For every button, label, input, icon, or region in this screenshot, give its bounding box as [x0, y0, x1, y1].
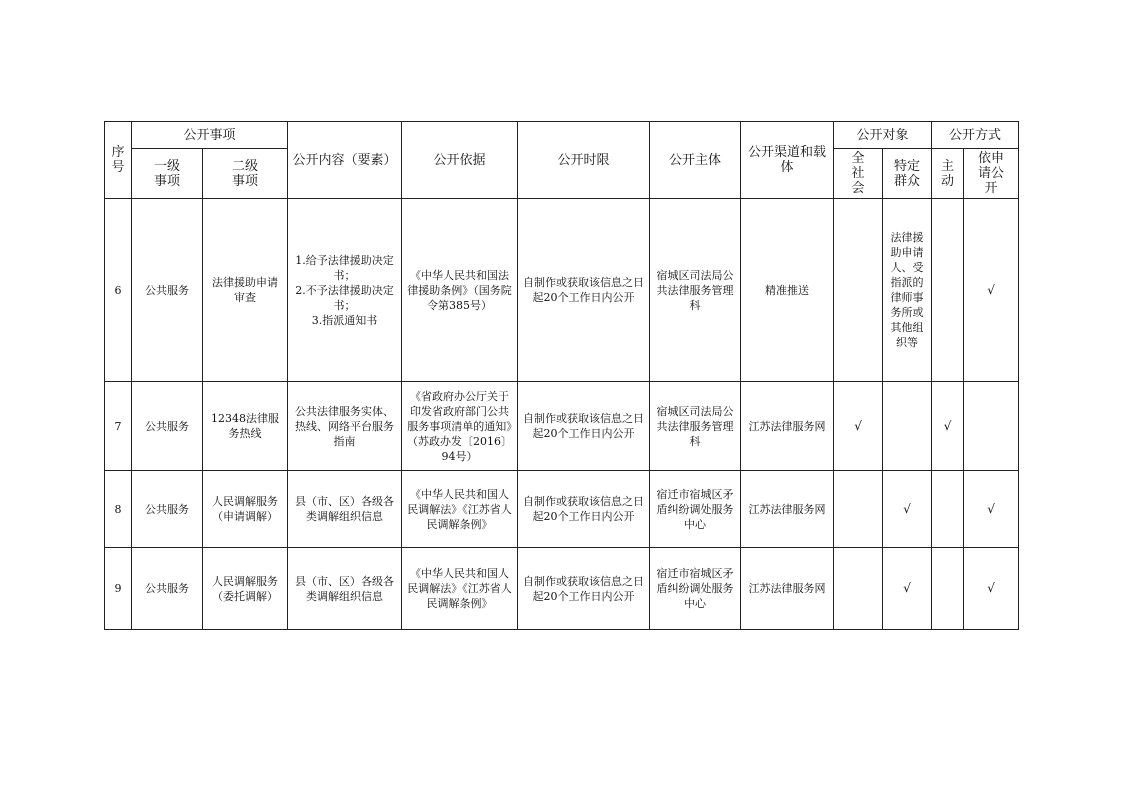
- table-row: [105, 471, 1019, 548]
- row-level1: 公共服务: [132, 471, 203, 548]
- row-level1: 公共服务: [132, 382, 203, 471]
- table-row: [105, 548, 1019, 630]
- content-line: 2.不予法律援助决定书；: [295, 283, 394, 312]
- row-audience-specific: [883, 382, 932, 471]
- header-audience-specific: 特定群众: [883, 149, 932, 199]
- row-level2: 12348法律服务热线: [203, 382, 288, 471]
- row-level2: 人民调解服务（申请调解）: [203, 471, 288, 548]
- row-channel: 精准推送: [741, 199, 834, 382]
- row-subject: 宿迁市宿城区矛盾纠纷调处服务中心: [650, 548, 741, 630]
- row-time-limit: 自制作或获取该信息之日起20个工作日内公开: [518, 471, 650, 548]
- row-method-active: √: [932, 382, 964, 471]
- row-audience-all: √: [834, 382, 883, 471]
- row-level2: 人民调解服务（委托调解）: [203, 548, 288, 630]
- row-audience-specific: 法律援助申请人、受指派的律师事务所或其他组织等: [883, 199, 932, 382]
- row-basis: 《中华人民共和国人民调解法》《江苏省人民调解条例》: [402, 471, 518, 548]
- content-line: 县（市、区）各级各类调解组织信息: [295, 574, 395, 603]
- header-channel: 公开渠道和载体: [741, 122, 834, 199]
- row-time-limit: 自制作或获取该信息之日起20个工作日内公开: [518, 382, 650, 471]
- row-audience-all: [834, 548, 883, 630]
- header-method-group: 公开方式: [932, 122, 1019, 149]
- row-audience-all: [834, 199, 883, 382]
- row-time-limit: 自制作或获取该信息之日起20个工作日内公开: [518, 199, 650, 382]
- row-content: [288, 382, 402, 471]
- row-audience-specific: √: [883, 548, 932, 630]
- row-content: [288, 471, 402, 548]
- content-line: 3.指派通知书: [311, 313, 378, 327]
- header-method-request: 依申请公开: [964, 149, 1019, 199]
- content-line: 1.给予法律援助决定书；: [295, 253, 394, 282]
- row-method-request: √: [964, 548, 1019, 630]
- row-method-request: √: [964, 199, 1019, 382]
- row-subject: 宿城区司法局公共法律服务管理科: [650, 382, 741, 471]
- header-subject: 公开主体: [650, 122, 741, 199]
- row-level1: 公共服务: [132, 199, 203, 382]
- row-channel: 江苏法律服务网: [741, 382, 834, 471]
- row-content: [288, 199, 402, 382]
- header-method-active: 主动: [932, 149, 964, 199]
- header-items-group: 公开事项: [132, 122, 288, 149]
- header-seq: 序号: [105, 122, 132, 199]
- header-time-limit: 公开时限: [518, 122, 650, 199]
- row-seq: 9: [105, 548, 132, 630]
- row-audience-specific: √: [883, 471, 932, 548]
- header-level2: 二级事项: [203, 149, 288, 199]
- content-line: 公共法律服务实体、热线、网络平台服务指南: [295, 404, 395, 448]
- row-basis: 《中华人民共和国人民调解法》《江苏省人民调解条例》: [402, 548, 518, 630]
- row-level2: 法律援助申请审查: [203, 199, 288, 382]
- table-row: [105, 199, 1019, 382]
- row-channel: 江苏法律服务网: [741, 471, 834, 548]
- row-method-active: [932, 471, 964, 548]
- row-subject: 宿城区司法局公共法律服务管理科: [650, 199, 741, 382]
- row-channel: 江苏法律服务网: [741, 548, 834, 630]
- row-time-limit: 自制作或获取该信息之日起20个工作日内公开: [518, 548, 650, 630]
- header-level1: 一级事项: [132, 149, 203, 199]
- header-content: 公开内容（要素）: [288, 122, 402, 199]
- row-method-active: [932, 199, 964, 382]
- row-level1: 公共服务: [132, 548, 203, 630]
- row-content: [288, 548, 402, 630]
- content-line: 县（市、区）各级各类调解组织信息: [295, 495, 395, 523]
- row-seq: 7: [105, 382, 132, 471]
- row-audience-all: [834, 471, 883, 548]
- row-basis: 《中华人民共和国法律援助条例》（国务院令第385号）: [402, 199, 518, 382]
- row-method-active: [932, 548, 964, 630]
- header-audience-all: 全社会: [834, 149, 883, 199]
- row-subject: 宿迁市宿城区矛盾纠纷调处服务中心: [650, 471, 741, 548]
- row-seq: 8: [105, 471, 132, 548]
- header-audience-group: 公开对象: [834, 122, 932, 149]
- row-method-request: √: [964, 471, 1019, 548]
- header-basis: 公开依据: [402, 122, 518, 199]
- disclosure-table: [104, 121, 1019, 630]
- row-basis: 《省政府办公厅关于印发省政府部门公共服务事项清单的通知》（苏政办发〔2016〕94号）: [402, 382, 518, 471]
- table-row: [105, 382, 1019, 471]
- row-method-request: [964, 382, 1019, 471]
- row-seq: 6: [105, 199, 132, 382]
